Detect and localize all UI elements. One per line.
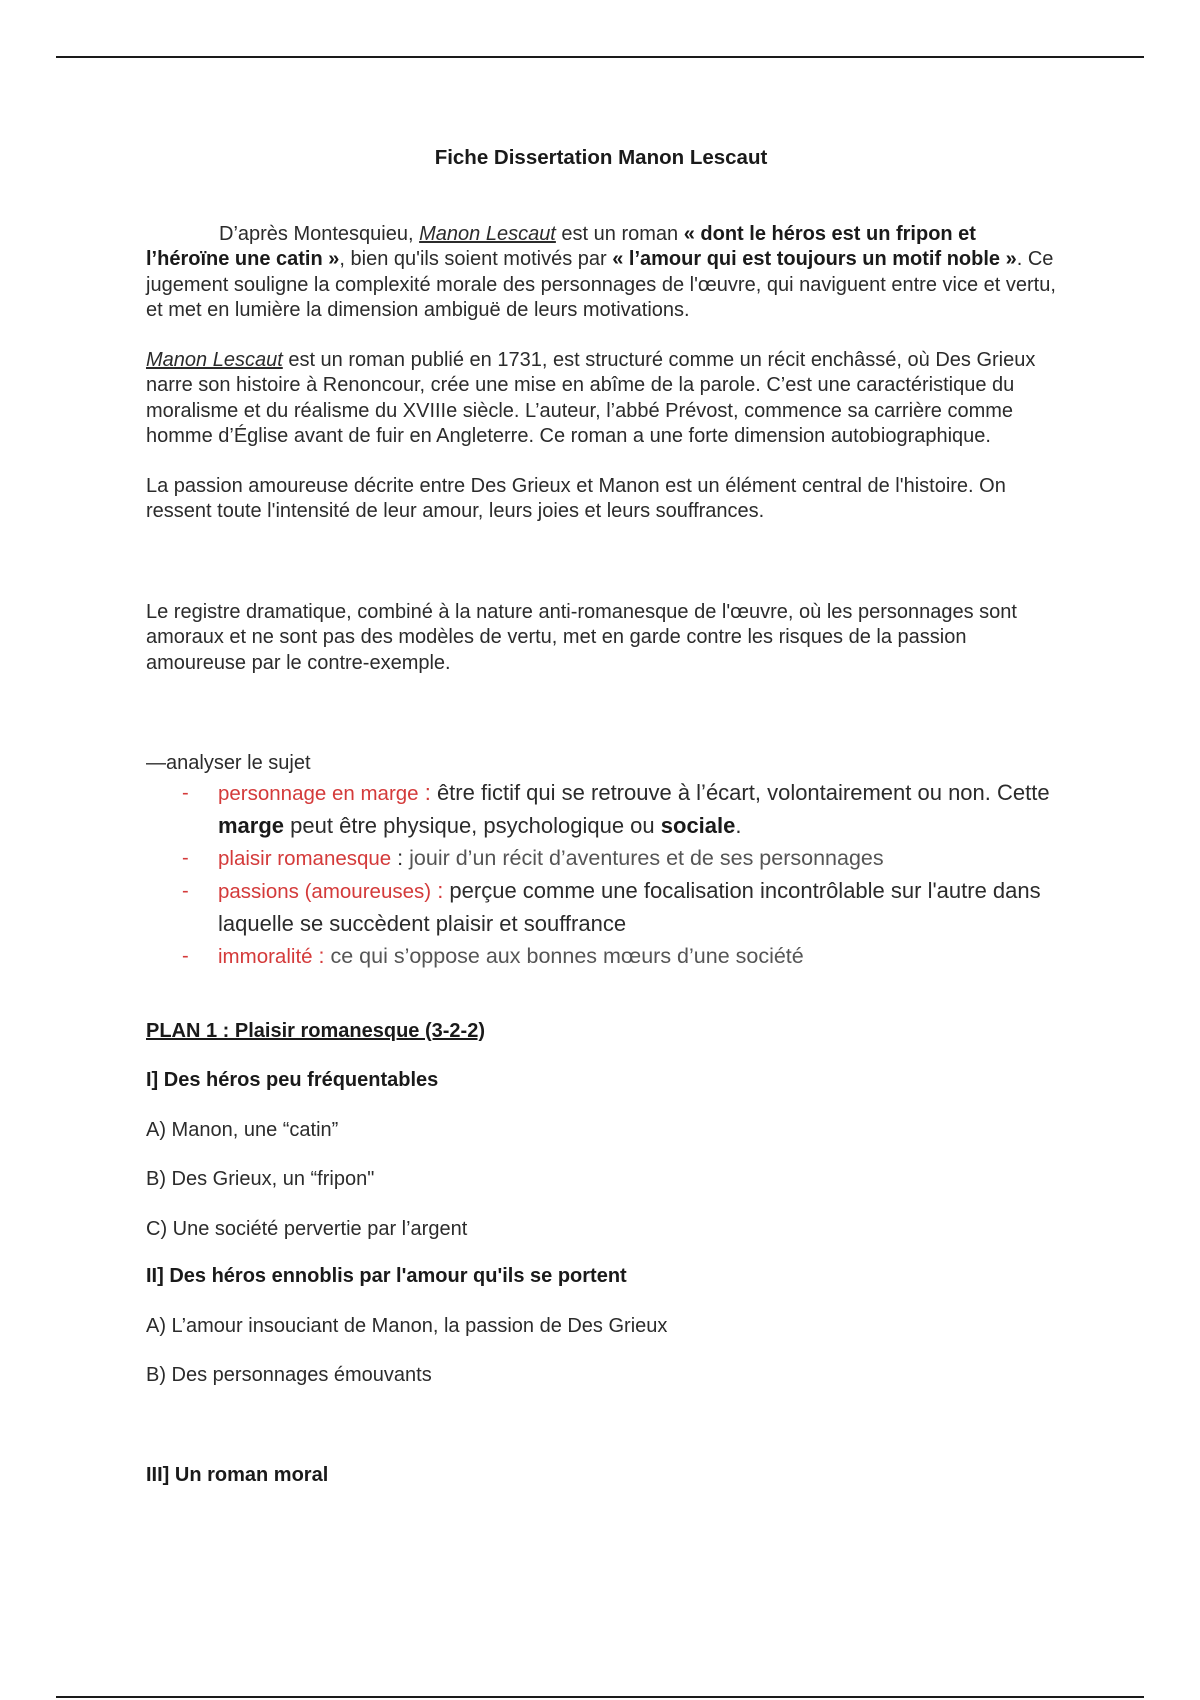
term: personnage en marge [218,781,419,805]
text-run: , bien qu'ils soient motivés par [339,248,613,270]
page-title: Fiche Dissertation Manon Lescaut [434,146,768,169]
subpart: B) Des personnages émouvants [146,1364,432,1386]
text-run: D’après Montesquieu, [219,222,420,245]
bottom-rule [56,1696,1144,1698]
definition: être fictif qui se retrouve à l’écart, volontairement ou non. Cette [436,779,1050,805]
term-separator: : [431,877,450,903]
list-item [146,940,1056,973]
dash-bullet: - [182,781,189,804]
subpart: C) Une société pervertie par l’argent [146,1217,468,1240]
part-heading: III] Un roman moral [146,1463,329,1486]
quote-montesquieu-1: « dont le héros est un fripon et l’héroïne une catin » [146,222,976,270]
intro-paragraph-3: La passion amoureuse décrite entre Des Grieux et Manon est un élément central de l'histoire. On ressent toute l'intensité de leur amour, leurs joies et leurs souffrances. [146,474,1006,522]
list-item [146,842,1056,875]
work-title: Manon Lescaut [419,222,556,245]
list-item [146,777,1056,842]
definition: perçue comme une focalisation incontrôlable sur l'autre dans laquelle se succèdent plaisir et souffrance [218,877,1041,936]
term: immoralité [218,944,313,968]
document-page [146,145,1056,1488]
part-heading: II] Des héros ennoblis par l'amour qu'ils se portent [146,1265,627,1287]
top-rule [56,56,1144,58]
part-heading: I] Des héros peu fréquentables [146,1069,439,1091]
definition: peut être physique, psychologique ou [284,812,661,838]
subpart: A) Manon, une “catin” [146,1118,339,1141]
definitions-list [146,777,1056,973]
dash-bullet: - [182,944,189,967]
quote-montesquieu-2: « l’amour qui est toujours un motif noble » [612,248,1017,270]
text-run: . Ce jugement souligne la complexité morale des personnages de l'œuvre, qui naviguent entre vice et vertu, et met en lumière la dimension ambiguë de leurs motivations. [146,248,1056,321]
plan-title: PLAN 1 : Plaisir romanesque (3-2-2) [146,1019,485,1042]
term-separator: : [418,779,437,805]
intro-paragraph-1 [146,222,1056,324]
dash-bullet: - [182,879,189,902]
dash-bullet: - [182,846,189,869]
analysis-heading: —analyser le sujet [146,752,311,774]
text-run: est un roman [555,222,684,245]
definition: jouir d’un récit d’aventures et de ses personnages [409,845,884,870]
intro-paragraph-4: Le registre dramatique, combiné à la nature anti-romanesque de l'œuvre, où les personnages sont amoraux et ne sont pas des modèles de vertu, met en garde contre les risques de la passion amoureuse par le contre-exemple. [146,600,1017,674]
definition: ce qui s’oppose aux bonnes mœurs d’une société [330,943,804,968]
term-separator: : [312,943,331,968]
text-run: est un roman publié en 1731, est structuré comme un récit enchâssé, où Des Grieux narre son histoire à Renoncour, crée une mise en abîme de la parole. C’est une caractéristique du moralisme et du réalisme du XVIIIe siècle. L’auteur, l’abbé Prévost, commence sa carrière comme homme d’Église avant de fuir en Angleterre. Ce roman a une forte dimension autobiographique. [146,348,1036,447]
term-separator: : [391,845,410,870]
term: passions (amoureuses) [218,879,432,903]
emphasis: marge [218,812,285,838]
term: plaisir romanesque [218,846,392,870]
subpart: B) Des Grieux, un “fripon" [146,1168,375,1190]
intro-paragraph-2 [146,348,1056,450]
list-item [146,875,1056,940]
emphasis: sociale [660,812,736,838]
subpart: A) L’amour insouciant de Manon, la passion de Des Grieux [146,1314,668,1337]
definition: . [735,812,742,838]
work-title: Manon Lescaut [146,348,283,371]
